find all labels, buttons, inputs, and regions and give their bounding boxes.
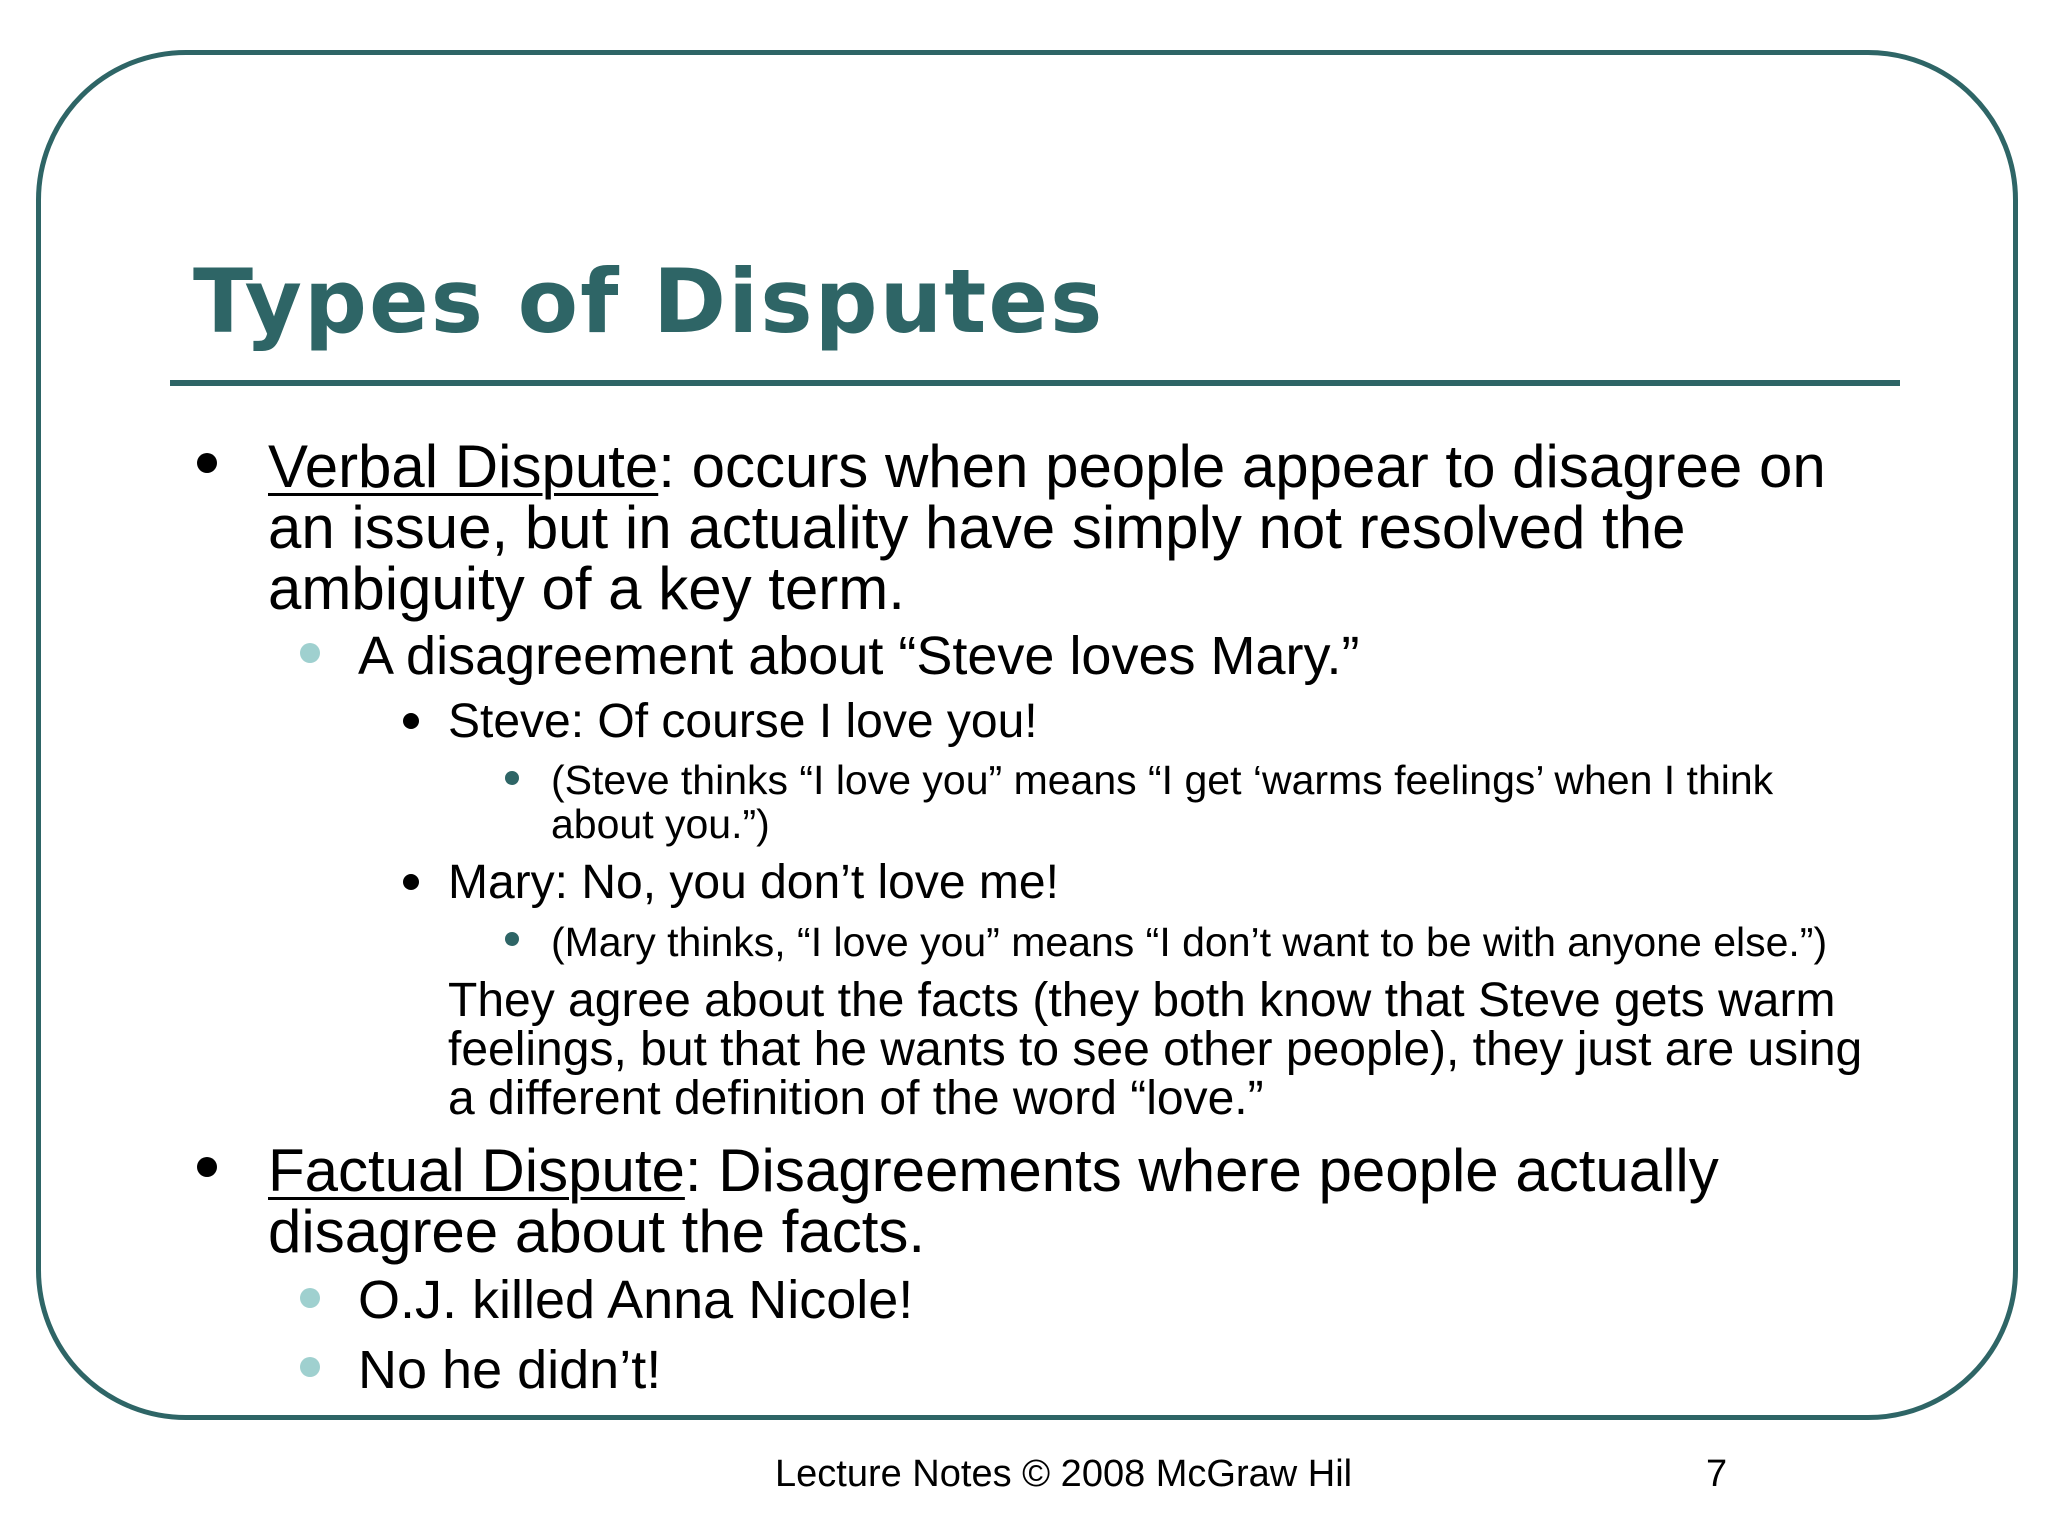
footer-credit: Lecture Notes © 2008 McGraw Hil — [775, 1453, 1353, 1495]
verbal-dispute-definition — [268, 433, 1826, 622]
factual-dispute-line-2: disagree about the facts. — [268, 1198, 926, 1265]
page-number: 7 — [1706, 1453, 1728, 1495]
factual-dispute-definition — [268, 1137, 1719, 1265]
factual-dispute-term: Factual Dispute — [268, 1137, 685, 1204]
bullet-factual-dispute — [197, 1157, 217, 1177]
factual-dispute-line-1 — [268, 1137, 1719, 1204]
bullet-example — [300, 643, 320, 663]
bullet-steve — [403, 713, 419, 729]
verbal-dispute-line-3: ambiguity of a key term. — [268, 555, 905, 622]
conclusion-line-1: They agree about the facts (they both know that Steve gets warm — [448, 974, 1836, 1027]
verbal-dispute-line-1 — [268, 433, 1826, 500]
bullet-verbal-dispute — [197, 453, 217, 473]
verbal-dispute-line-2: an issue, but in actuality have simply not resolved the — [268, 494, 1686, 561]
factual-dispute-line-1-rest: : Disagreements where people actually — [684, 1137, 1719, 1204]
steve-thinks-line-2: about you.”) — [551, 801, 770, 847]
factual-example-2: No he didn’t! — [358, 1340, 662, 1400]
verbal-dispute-line-1-rest: : occurs when people appear to disagree on — [658, 433, 1826, 500]
verbal-example: A disagreement about “Steve loves Mary.” — [358, 626, 1360, 686]
conclusion-line-3: a different definition of the word “love.” — [448, 1072, 1264, 1125]
steve-thinks — [551, 758, 1773, 846]
bullet-factual-example-1 — [300, 1288, 320, 1308]
bullet-steve-thinks — [505, 771, 519, 785]
factual-example-1: O.J. killed Anna Nicole! — [358, 1270, 914, 1330]
steve-thinks-line-1: (Steve thinks “I love you” means “I get ‘warms feelings’ when I think — [551, 757, 1774, 803]
verbal-conclusion — [448, 976, 1862, 1123]
slide-title: Types of Disputes — [193, 250, 1105, 353]
bullet-mary-thinks — [505, 932, 519, 946]
bullet-mary — [403, 874, 419, 890]
mary-statement: Mary: No, you don’t love me! — [448, 856, 1059, 909]
bullet-factual-example-2 — [300, 1357, 320, 1377]
mary-thinks: (Mary thinks, “I love you” means “I don’t want to be with anyone else.”) — [551, 919, 1828, 965]
verbal-dispute-term: Verbal Dispute — [268, 433, 659, 500]
steve-statement: Steve: Of course I love you! — [448, 695, 1038, 748]
conclusion-line-2: feelings, but that he wants to see other people), they just are using — [448, 1023, 1863, 1076]
